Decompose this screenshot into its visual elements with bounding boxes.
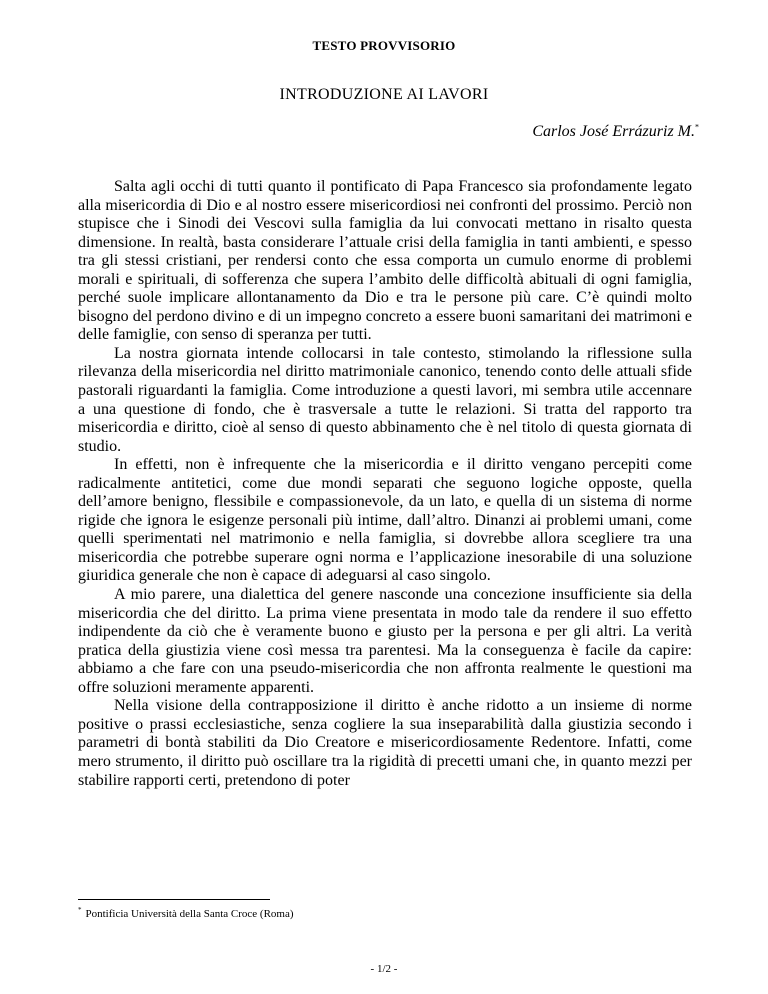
paragraph-1: Salta agli occhi di tutti quanto il pontificato di Papa Francesco sia profondamente legato alla misericordia di Dio e al nostro essere misericordiosi nei confronti del prossimo. Perciò non stupisce che i Sinodi dei Vescovi sulla famiglia da lui convocati mettano in risalto questa dimensione. In realtà, basta considerare l’attuale crisi della famiglia in tanti ambienti, e spesso tra gli stessi cristiani, per rendersi conto che essa comporta un cumulo enorme di problemi morali e spirituali, di sofferenza che supera l’ambito delle difficoltà abituali di ogni famiglia, perché suole implicare allontanamento da Dio e tra le persone più care. C’è quindi molto bisogno del perdono divino e di un impegno concreto a essere buoni samaritani dei matrimoni e delle famiglie, con senso di speranza per tutti. (78, 178, 692, 344)
paragraph-4: A mio parere, una dialettica del genere nasconde una concezione insufficiente sia della misericordia che del diritto. La prima viene presentata in modo tale da rendere il suo effetto indipendente da ciò che è veramente buono e giusto per la persona e per gli altri. La verità pratica della giustizia viene così messa tra parentesi. Ma la conseguenza è facile da capire: abbiamo a che fare con una pseudo-misericordia che non affronta realmente le questioni ma offre soluzioni meramente apparenti. (78, 586, 692, 696)
footnote-text: Pontificia Università della Santa Croce (Roma) (85, 908, 294, 920)
footnote-mark: * (78, 906, 82, 915)
author-name: Carlos José Errázuriz M. (532, 123, 695, 140)
paragraph-5: Nella visione della contrapposizione il diritto è anche ridotto a un insieme di norme positive o prassi ecclesiastiche, senza cogliere la sua inseparabilità dalla giustizia secondo i parametri di bontà stabiliti da Dio Creatore e misericordiosamente Redentore. Infatti, come mero strumento, il diritto può oscillare tra la rigidità di precetti umani che, in quanto mezzi per stabilire rapporti certi, pretendono di poter (78, 697, 692, 789)
author-line (532, 123, 699, 141)
body-text (78, 178, 692, 790)
footnote-divider (78, 899, 270, 900)
paragraph-2: La nostra giornata intende collocarsi in tale contesto, stimolando la riflessione sulla rilevanza della misericordia nel diritto matrimoniale canonico, tenendo conto delle attuali sfide pastorali riguardanti la famiglia. Come introduzione a questi lavori, mi sembra utile accennare a una questione di fondo, che è trasversale a tutte le relazioni. Si tratta del rapporto tra misericordia e diritto, cioè al senso di questo abbinamento che è nel titolo di questa giornata di studio. (78, 344, 692, 455)
paragraph-3: In effetti, non è infrequente che la misericordia e il diritto vengano percepiti come radicalmente antitetici, come due mondi separati che seguono logiche opposte, quella dell’amore benigno, flessibile e compassionevole, da un lato, e quella di un sistema di norme rigide che ignora le esigenze personali più intime, dall’altro. Dinanzi ai problemi umani, come quelli sperimentati nel matrimonio e nella famiglia, si dovrebbe allora scegliere tra una misericordia che potrebbe superare ogni norma e l’applicazione inesorabile di una soluzione giuridica generale che non è capace di adeguarsi al caso singolo. (78, 456, 692, 585)
footnote (78, 908, 294, 920)
page-number: - 1/2 - (370, 963, 398, 975)
author-footnote-mark: * (695, 122, 699, 132)
document-title: INTRODUZIONE AI LAVORI (279, 86, 489, 103)
header-label: TESTO PROVVISORIO (312, 38, 456, 53)
